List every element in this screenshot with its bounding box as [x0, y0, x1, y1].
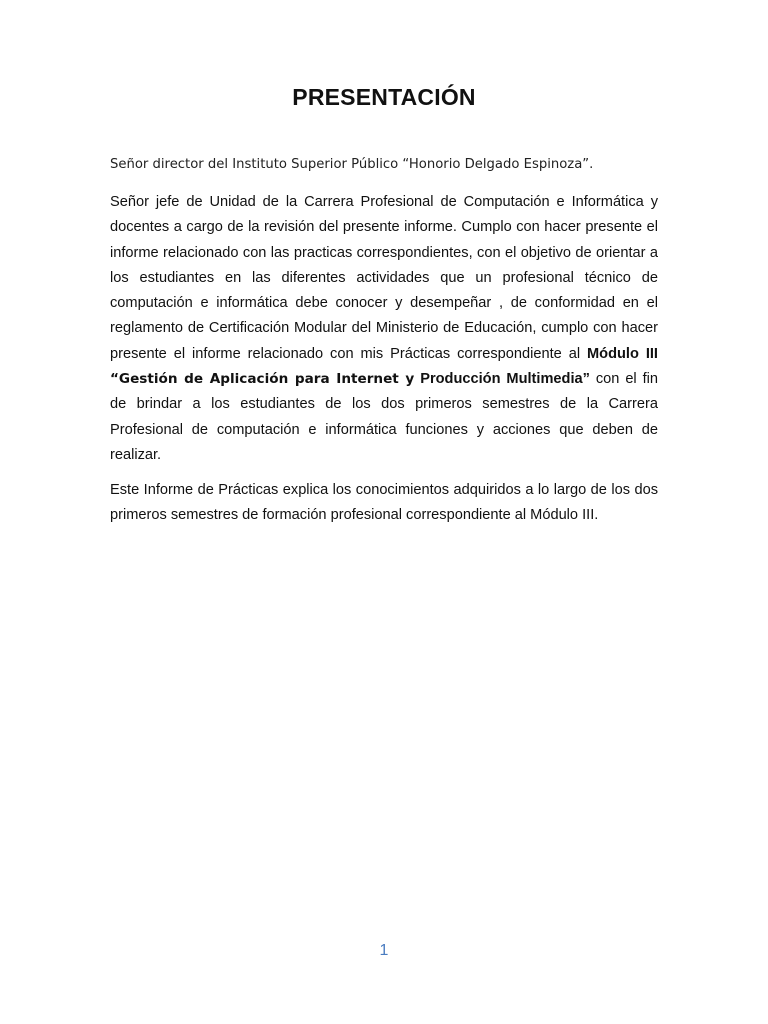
module-title-bold: “Gestión de Aplicación para Internet y — [110, 371, 415, 388]
paragraph-summary: Este Informe de Prácticas explica los conocimientos adquiridos a lo largo de los dos primeros semestres de formación profesional correspondiente al Módulo III. — [110, 482, 658, 524]
paragraph-intro-text-b: con el fin de brindar a los estudiantes de los dos primeros semestres de la Carrera Profesional de computación e informática funciones y acciones que deben de realizar. — [110, 371, 659, 463]
paragraph-intro-text-a: Señor jefe de Unidad de la Carrera Profesional de Computación e Informática y docentes a cargo de la revisión del presente informe. Cumplo con hacer presente el informe relacionado con las practicas correspondientes, con el objetivo de orientar a los estudiantes en las diferentes actividades que un profesional técnico de computación e informática debe conocer y desempeñar , de conformidad en el reglamento de Certificación Modular del Ministerio de Educación, cumplo con hacer presente el informe relacionado con mis Prácticas correspondiente al — [110, 194, 658, 362]
page-number: 1 — [379, 942, 389, 959]
page-title: PRESENTACIÓN — [292, 84, 476, 110]
salutation-line: Señor director del Instituto Superior Público “Honorio Delgado Espinoza”. — [110, 157, 594, 172]
module-name-bold: Módulo III — [587, 345, 658, 362]
module-title-bold-cont: Producción Multimedia” — [420, 371, 590, 388]
paragraph-intro — [110, 190, 658, 468]
